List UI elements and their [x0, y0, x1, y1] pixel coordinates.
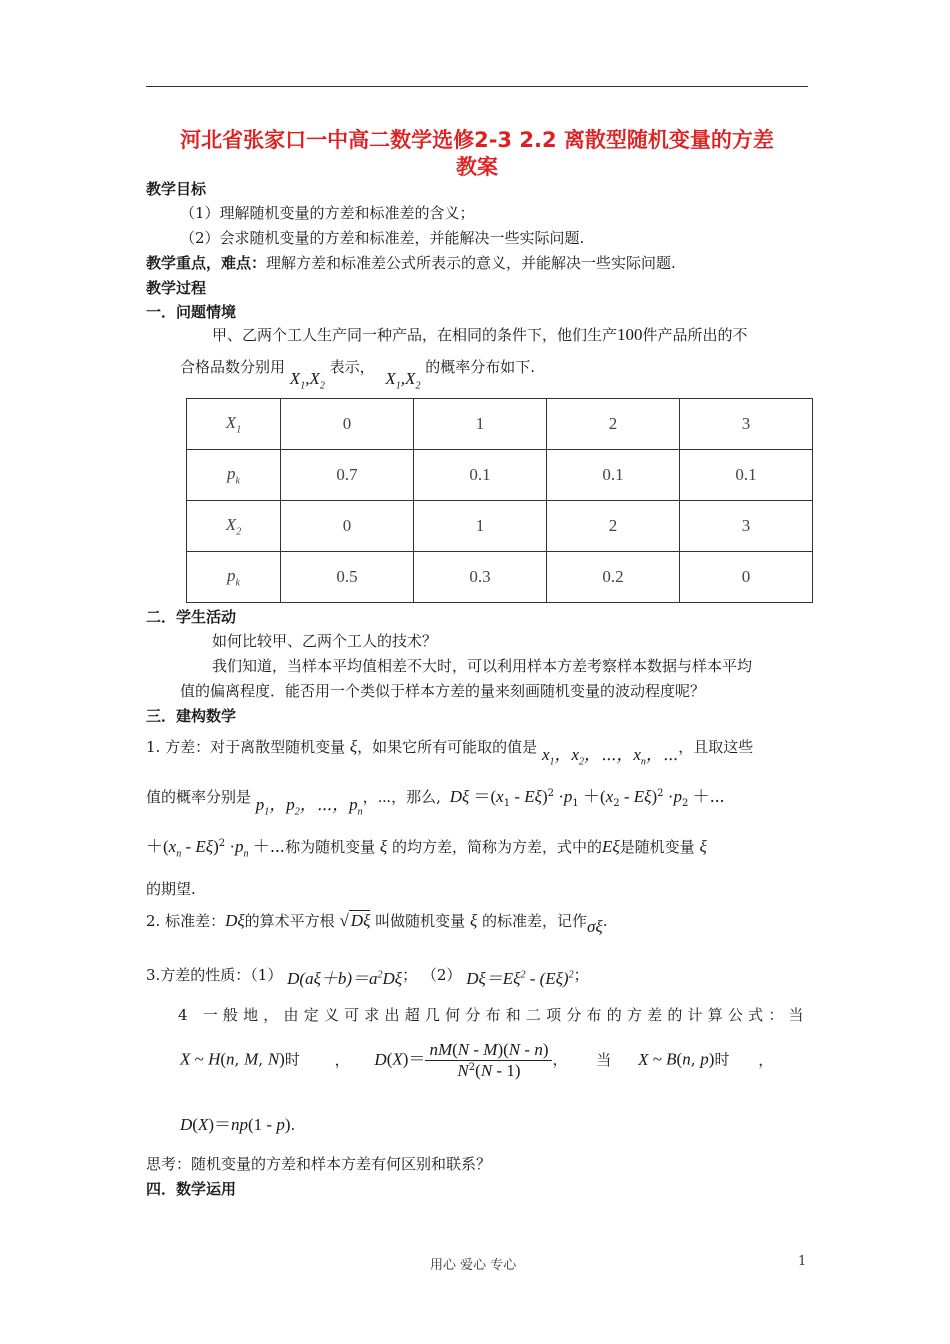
think-question: 思考：随机变量的方差和样本方差有何区别和联系？ [146, 1155, 492, 1173]
section1-heading: 一．问题情境 [146, 303, 237, 321]
section2-para-1: 我们知道，当样本平均值相差不大时，可以利用样本方差考察样本数据与样本平均 [212, 657, 753, 675]
section3-heading: 三．建构数学 [146, 707, 237, 725]
footer-motto: 用心 爱心 专心 [430, 1258, 517, 1273]
table-row: $X_1$ 0 1 2 3 [187, 399, 813, 450]
keypoints-text: 理解方差和标准差公式所表示的意义，并能解决一些实际问题. [266, 254, 676, 272]
variance-def-line2: 值的概率分别是 $p_1$，$p_2$，⋯，$p_n$，⋯，那么, $D\xi =(x_1 - E\xi)^2 \cdot p_1 +(x_2 - E\xi)^2 \cdot p_2$ ＋⋯ [146, 787, 725, 818]
hypergeometric-formula: X ~ H(n, M, N)时 ， D(X)＝ $\frac{nM(N - M)(N - n)}{N^2(N - 1)}$ ， 当 X ~ B(n, p)时 ， [180, 1040, 774, 1080]
page-title: 河北省张家口一中高二数学选修2-3 2.2 离散型随机变量的方差 [180, 128, 774, 152]
table-row: $X_2$ 0 1 2 3 [187, 501, 813, 552]
variance-def-line3: $+(x_n - E\xi)^2 \cdot p_n$ ＋⋯称为随机变量 ξ 的均方差，简称为方差，式中的Eξ是随机变量 ξ [146, 837, 707, 860]
section2-heading: 二．学生活动 [146, 608, 237, 626]
section4-heading: 四．数学运用 [146, 1180, 237, 1198]
x1-x2-vars: $X_1,X_2$ [289, 369, 325, 392]
std-definition: 2. 标准差：Dξ的算术平方根 √ Dξ 叫做随机变量 ξ 的标准差，记作σξ. [146, 911, 608, 936]
objective-2: （2）会求随机变量的方差和标准差，并能解决一些实际问题. [180, 229, 585, 247]
table-row: $p_k$ 0.7 0.1 0.1 0.1 [187, 450, 813, 501]
objectives-heading: 教学目标 [146, 180, 207, 198]
variance-def-line1: 1. 方差：对于离散型随机变量 ξ，如果它所有可能取的值是 $x_1$，$x_2$，⋯，$x_n$，⋯，且取这些 [146, 737, 754, 768]
header-rule [146, 86, 808, 87]
x1-x2-vars-2: $X_1,X_2$ [385, 369, 421, 392]
objective-1: （1）理解随机变量的方差和标准差的含义； [180, 204, 475, 222]
table-row: $p_k$ 0.5 0.3 0.2 0 [187, 552, 813, 603]
page-number: 1 [798, 1254, 807, 1269]
page-title-line2: 教案 [456, 155, 498, 179]
process-heading: 教学过程 [146, 279, 207, 297]
binomial-variance: D(X)＝np(1 - p). [180, 1115, 296, 1134]
section2-question: 如何比较甲、乙两个工人的技术？ [212, 632, 438, 650]
problem-line2: 合格品数分别用 $X_1,X_2$ 表示， $X_1,X_2$ 的概率分布如下. [180, 358, 535, 392]
problem-line1: 甲、乙两个工人生产同一种产品，在相同的条件下，他们生产100件产品所出的不 [212, 325, 748, 344]
variance-properties: 3.方差的性质：（1） $D(a\xi+b)=a^2D\xi$； （2） $D\xi=E\xi^2 - (E\xi)^2$； [146, 966, 589, 988]
distribution-table [186, 398, 813, 603]
section2-para-2: 值的偏离程度．能否用一个类似于样本方差的量来刻画随机变量的波动程度呢？ [180, 682, 706, 700]
general-formula-intro: 4 一般地，由定义可求出超几何分布和二项分布的方差的计算公式：当 [178, 1006, 809, 1024]
variance-def-line4: 的期望. [146, 880, 196, 898]
keypoints [146, 252, 676, 273]
keypoints-label: 教学重点，难点： [146, 254, 267, 272]
